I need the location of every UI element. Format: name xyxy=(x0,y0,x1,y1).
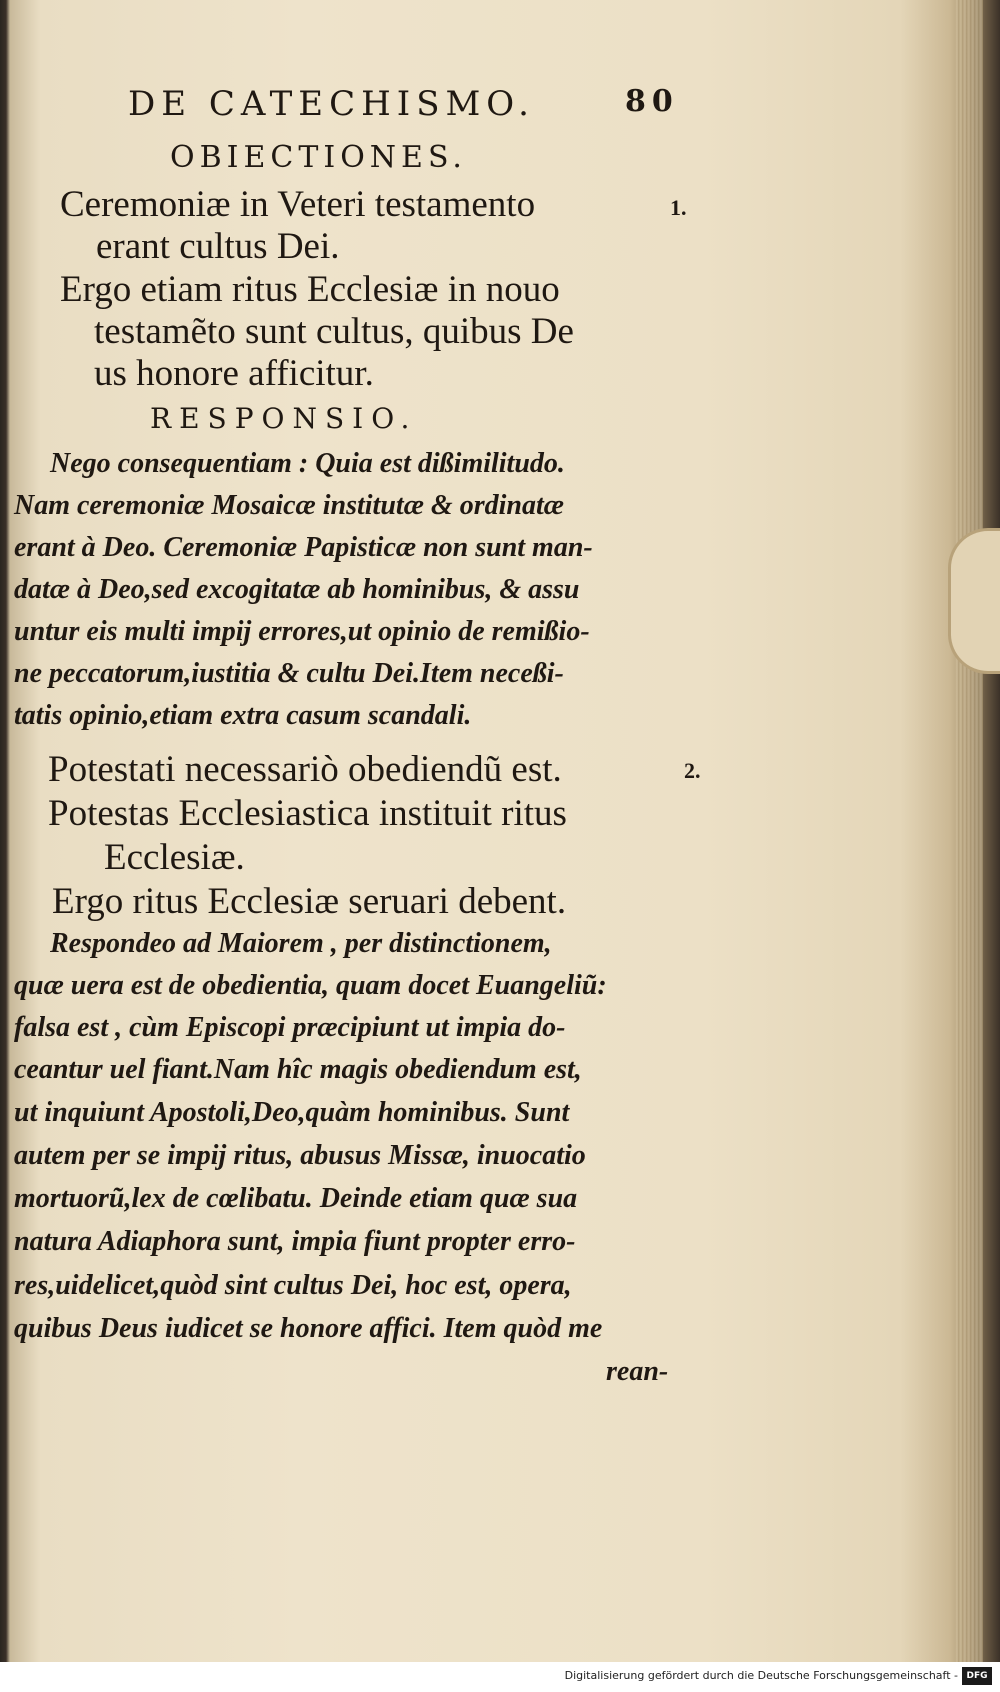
response-line: res,uidelicet,quòd sint cultus Dei, hoc est, opera, xyxy=(14,1270,572,1301)
objection-line: us honore afficitur. xyxy=(94,353,374,394)
margin-number: 2. xyxy=(684,758,701,783)
funding-credit: Digitalisierung gefördert durch die Deutsche Forschungsgemeinschaft - xyxy=(564,1669,958,1682)
response-line: datæ à Deo,sed excogitatæ ab hominibus, & assu xyxy=(14,574,580,605)
running-head-title: DE CATECHISMO. xyxy=(128,84,535,124)
response-line: quæ uera est de obedientia, quam docet Euangeliũ: xyxy=(14,970,607,1001)
objection-line: Ergo etiam ritus Ecclesiæ in nouo xyxy=(60,269,560,310)
dfg-logo: DFG xyxy=(962,1667,992,1685)
response-line: Nego consequentiam : Quia est dißimilitudo. xyxy=(50,448,565,479)
objection-line: Ergo ritus Ecclesiæ seruari debent. xyxy=(52,881,567,922)
response-line: quibus Deus iudicet se honore affici. Item quòd me xyxy=(14,1313,603,1344)
margin-number: 1. xyxy=(670,195,687,220)
page-edge xyxy=(955,0,983,1662)
response-line: ceantur uel fiant.Nam hîc magis obediendum est, xyxy=(14,1054,582,1085)
response-line: ut inquiunt Apostoli,Deo,quàm hominibus. Sunt xyxy=(14,1097,570,1128)
response-line: tatis opinio,etiam extra casum scandali. xyxy=(14,700,472,731)
response-line: ne peccatorum,iustitia & cultu Dei.Item neceßi- xyxy=(14,658,564,689)
response-heading: RESPONSIO. xyxy=(150,402,418,435)
objection-line: Ceremoniæ in Veteri testamento xyxy=(60,184,536,225)
response-line: autem per se impij ritus, abusus Missæ, inuocatio xyxy=(14,1140,586,1171)
objection-line: Ecclesiæ. xyxy=(104,837,245,878)
response-line: Respondeo ad Maiorem , per distinctionem, xyxy=(50,928,552,959)
digitization-footer xyxy=(0,1662,1000,1692)
objection-line: erant cultus Dei. xyxy=(96,226,340,267)
response-line: Nam ceremoniæ Mosaicæ institutæ & ordinatæ xyxy=(14,490,564,521)
page-tab-mark xyxy=(948,528,1000,674)
objection-heading: OBIECTIONES. xyxy=(170,140,467,175)
objection-line: Potestati necessariò obediendũ est. xyxy=(48,749,562,790)
page-number: 80 xyxy=(625,84,679,119)
response-line: untur eis multi impij errores,ut opinio de remißio- xyxy=(14,616,590,647)
response-line: falsa est , cùm Episcopi præcipiunt ut impia do- xyxy=(14,1012,566,1043)
objection-line: testamẽto sunt cultus, quibus De xyxy=(94,311,574,352)
response-line: mortuorũ,lex de cœlibatu. Deinde etiam quæ sua xyxy=(14,1183,578,1214)
response-line: natura Adiaphora sunt, impia fiunt propter erro- xyxy=(14,1226,576,1257)
response-line: erant à Deo. Ceremoniæ Papisticæ non sunt man- xyxy=(14,532,593,563)
objection-line: Potestas Ecclesiastica instituit ritus xyxy=(48,793,567,834)
catchword: rean- xyxy=(606,1356,669,1387)
